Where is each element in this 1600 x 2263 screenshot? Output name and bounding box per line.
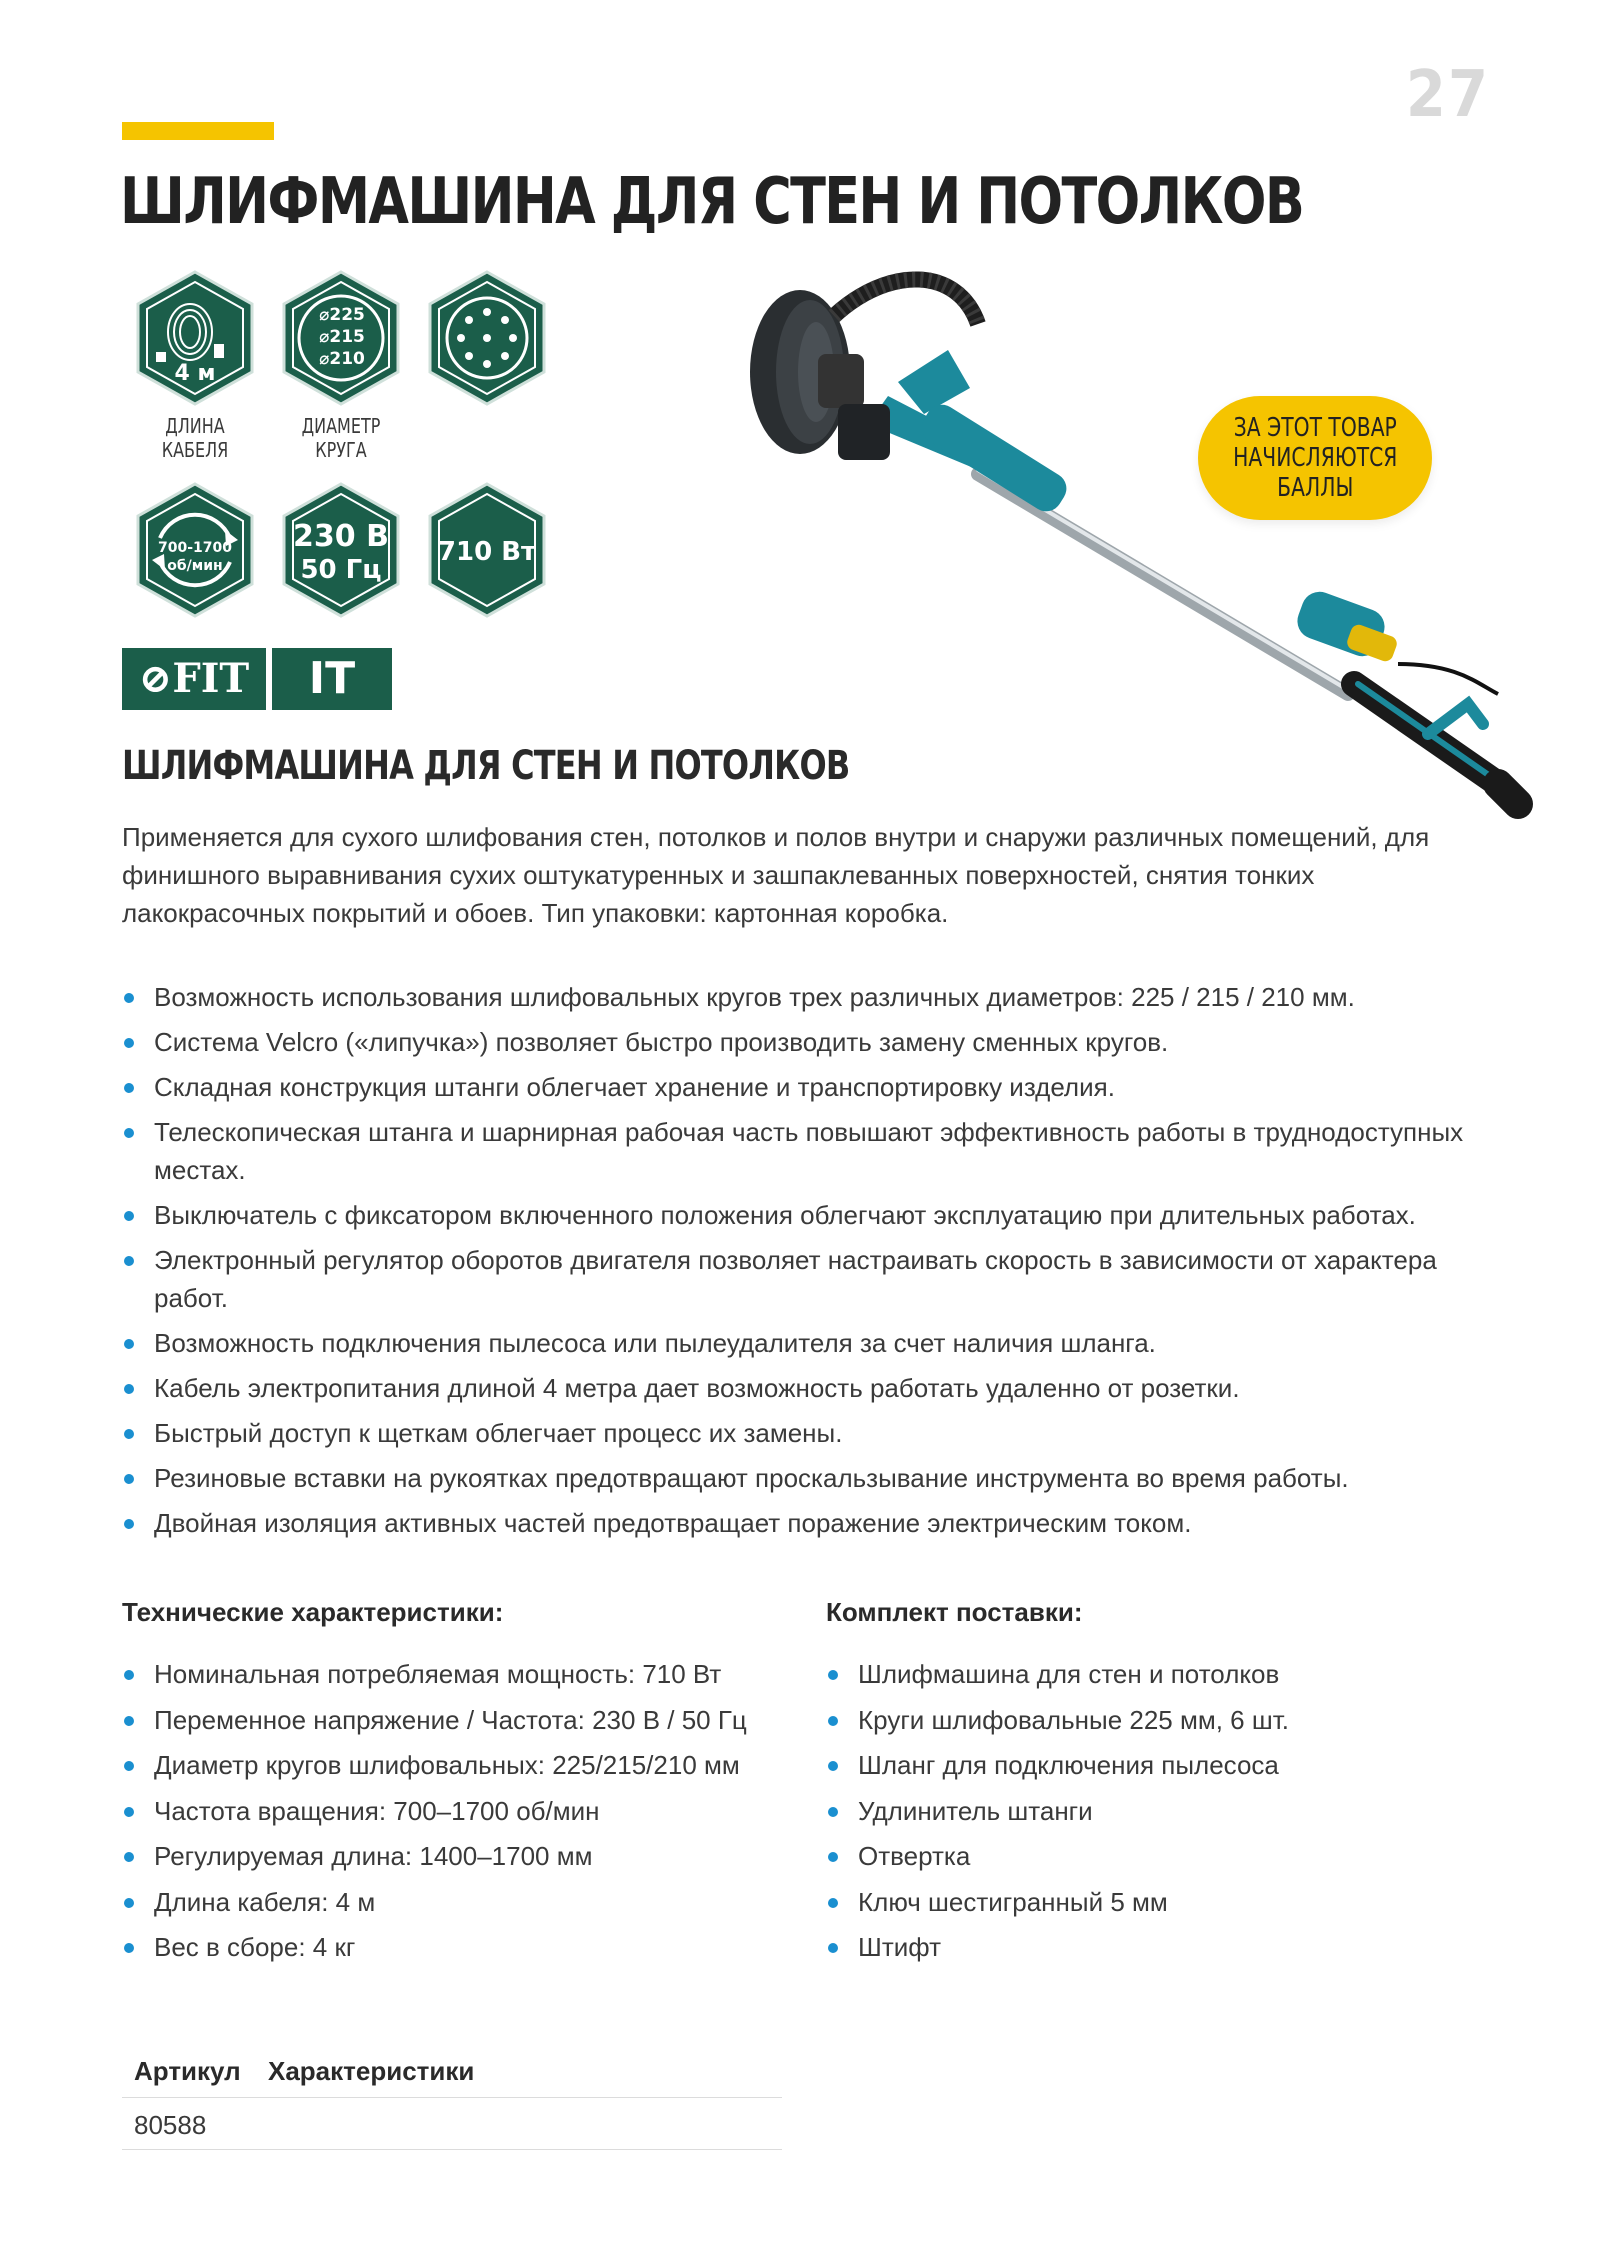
page-number: 27 (1405, 58, 1490, 132)
list-item: Шланг для подключения пылесоса (826, 1746, 1506, 1784)
disc-diameter-icon (276, 268, 406, 408)
list-item: Длина кабеля: 4 м (122, 1883, 802, 1921)
power-icon (422, 480, 552, 620)
rpm-value: 700-1700 (158, 540, 232, 556)
points-badge (1198, 396, 1432, 520)
diameter-215: ⌀215 (319, 327, 365, 347)
cable-length-value: 4 м (174, 361, 216, 386)
list-item: Складная конструкция штанги облегчает хранение и транспортировку изделия. (122, 1068, 1502, 1106)
table-cell-characteristics (256, 2098, 782, 2150)
list-item: Отвертка (826, 1837, 1506, 1875)
table-header-article: Артикул (122, 2048, 256, 2098)
list-item: Шлифмашина для стен и потолков (826, 1655, 1506, 1693)
kit-list (826, 1655, 1506, 1974)
list-item: Круги шлифовальные 225 мм, 6 шт. (826, 1701, 1506, 1739)
list-item: Диаметр кругов шлифовальных: 225/215/210 мм (122, 1746, 802, 1784)
product-image (738, 264, 1558, 824)
page-title: ШЛИФМАШИНА ДЛЯ СТЕН И ПОТОЛКОВ (120, 165, 1304, 239)
specs-list (122, 1655, 802, 1974)
list-item: Переменное напряжение / Частота: 230 В / 50 Гц (122, 1701, 802, 1739)
list-item: Система Velcro («липучка») позволяет быстро производить замену сменных кругов. (122, 1023, 1502, 1061)
list-item: Быстрый доступ к щеткам облегчает процесс их замены. (122, 1414, 1502, 1452)
specs-heading: Технические характеристики: (122, 1597, 504, 1627)
brand-fit-logo: ⊘FIT (122, 648, 266, 710)
rpm-icon (130, 480, 260, 620)
list-item: Вес в сборе: 4 кг (122, 1928, 802, 1966)
list-item: Резиновые вставки на рукоятках предотвращают проскальзывание инструмента во время работы. (122, 1459, 1502, 1497)
list-item: Электронный регулятор оборотов двигателя позволяет настраивать скорость в зависимости от характера работ. (122, 1241, 1502, 1317)
list-item: Частота вращения: 700–1700 об/мин (122, 1792, 802, 1830)
table-header-characteristics: Характеристики (256, 2048, 782, 2098)
list-item: Телескопическая штанга и шарнирная рабочая часть повышают эффективность работы в труднодоступных местах. (122, 1113, 1502, 1189)
table-cell-article: 80588 (122, 2098, 256, 2150)
product-description: Применяется для сухого шлифования стен, потолков и полов внутри и снаружи различных помещений, для финишного выравнивания сухих оштукатуренных и зашпаклеванных поверхностей, снятия тонких лакокрасочных покрытий и обоев. Тип упаковки: картонная коробка. (122, 822, 1430, 928)
list-item: Двойная изоляция активных частей предотвращает поражение электрическим током. (122, 1504, 1502, 1542)
brand-it-logo: IT (272, 648, 392, 710)
disc-diameter-caption: ДИАМЕТР КРУГА (301, 414, 381, 462)
feature-icons (130, 268, 570, 628)
voltage-value: 230 В (293, 519, 389, 554)
product-subtitle: ШЛИФМАШИНА ДЛЯ СТЕН И ПОТОЛКОВ (122, 743, 850, 789)
list-item: Штифт (826, 1928, 1506, 1966)
feature-list (122, 978, 1502, 1549)
diameter-225: ⌀225 (319, 305, 365, 325)
cable-length-icon (130, 268, 260, 408)
table-row (122, 2098, 782, 2150)
article-table (122, 2048, 782, 2150)
voltage-icon (276, 480, 406, 620)
list-item: Удлинитель штанги (826, 1792, 1506, 1830)
accent-bar (122, 122, 274, 140)
power-value: 710 Вт (437, 537, 537, 567)
list-item: Кабель электропитания длиной 4 метра дает возможность работать удаленно от розетки. (122, 1369, 1502, 1407)
cable-length-caption: ДЛИНА КАБЕЛЯ (161, 414, 229, 462)
list-item: Регулируемая длина: 1400–1700 мм (122, 1837, 802, 1875)
list-item: Ключ шестигранный 5 мм (826, 1883, 1506, 1921)
list-item: Возможность использования шлифовальных кругов трех различных диаметров: 225 / 215 / 210 мм. (122, 978, 1502, 1016)
frequency-value: 50 Гц (300, 555, 382, 585)
list-item: Возможность подключения пылесоса или пылеудалителя за счет наличия шланга. (122, 1324, 1502, 1362)
list-item: Номинальная потребляемая мощность: 710 Вт (122, 1655, 802, 1693)
list-item: Выключатель с фиксатором включенного положения облегчают эксплуатацию при длительных работах. (122, 1196, 1502, 1234)
points-badge-text: ЗА ЭТОТ ТОВАР НАЧИСЛЯЮТСЯ БАЛЛЫ (1232, 413, 1398, 503)
diameter-210: ⌀210 (319, 349, 365, 369)
rpm-unit: об/мин (167, 558, 223, 574)
table-header-row (122, 2048, 782, 2098)
velcro-disc-icon (422, 268, 552, 408)
kit-heading: Комплект поставки: (826, 1597, 1083, 1627)
